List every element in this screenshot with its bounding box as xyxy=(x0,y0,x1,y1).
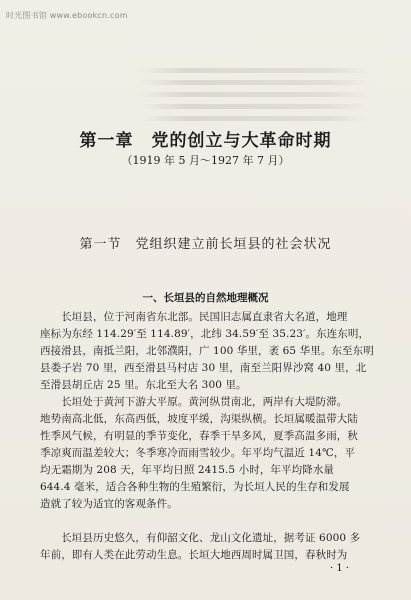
paragraph-geography xyxy=(40,309,380,394)
text-line: 造就了较为适宜的客观条件。 xyxy=(40,498,178,510)
text-line: 长垣县，位于河南省东北部。民国旧志属直隶省大名道，地理 xyxy=(40,311,348,323)
text-line: 至滑县胡丘店 25 里。东北至大名 300 里。 xyxy=(40,379,247,391)
text-line: 均无霜期为 208 天，年平均日照 2415.5 小时，年平均降水量 xyxy=(40,464,335,476)
paragraph-history xyxy=(40,530,380,564)
bleed-through-shadow xyxy=(140,68,370,128)
text-line: 长垣县历史悠久，有仰韶文化、龙山文化遗址，据考证 6000 多 xyxy=(40,532,361,544)
text-line: 年前，即有人类在此劳动生息。长垣大地西周时属卫国，春秋时为 xyxy=(40,549,348,561)
text-line: 性季风气候，有明显的季节变化，春季干旱多风，夏季高温多雨，秋 xyxy=(40,430,358,442)
text-line: 季凉爽而温差较大；冬季寒冷而雨雪较少。年平均气温近 14℃，平 xyxy=(40,447,356,459)
text-line: 座标为东经 114.29′至 114.89′，北纬 34.59′至 35.23′。东连东明， xyxy=(40,328,370,340)
chapter-title: 第一章 党的创立与大革命时期 xyxy=(79,131,332,151)
text-line: 长垣处于黄河下游大平原。黄河纵贯南北，两岸有大堤防滞。 xyxy=(40,396,348,408)
paragraph-climate xyxy=(40,394,380,513)
subsection-title: 一、长垣县的自然地理概况 xyxy=(142,292,269,304)
page-number: · 1 · xyxy=(330,563,350,574)
section-title: 第一节 党组织建立前长垣县的社会状况 xyxy=(79,237,332,252)
text-line: 地势南高北低，东高西低，坡度平缓，沟渠纵横。长垣属暖温带大陆 xyxy=(40,413,358,425)
chapter-dates: （1919 年 5 月～1927 年 7 月） xyxy=(121,154,290,167)
watermark-text: 时光图书馆 www.ebookcn.com xyxy=(6,11,128,20)
text-line: 西接滑县，南抵兰阳，北邻濮阳，广 100 华里，袤 65 华里。东至东明 xyxy=(40,345,374,357)
text-line: 644.4 毫米，适合各种生物的生殖繁衍，为长垣人民的生存和发展 xyxy=(40,481,350,493)
text-line: 县娄子岩 70 里，西至滑县马村店 30 里，南至兰阳界沙窝 40 里，北 xyxy=(40,362,367,374)
